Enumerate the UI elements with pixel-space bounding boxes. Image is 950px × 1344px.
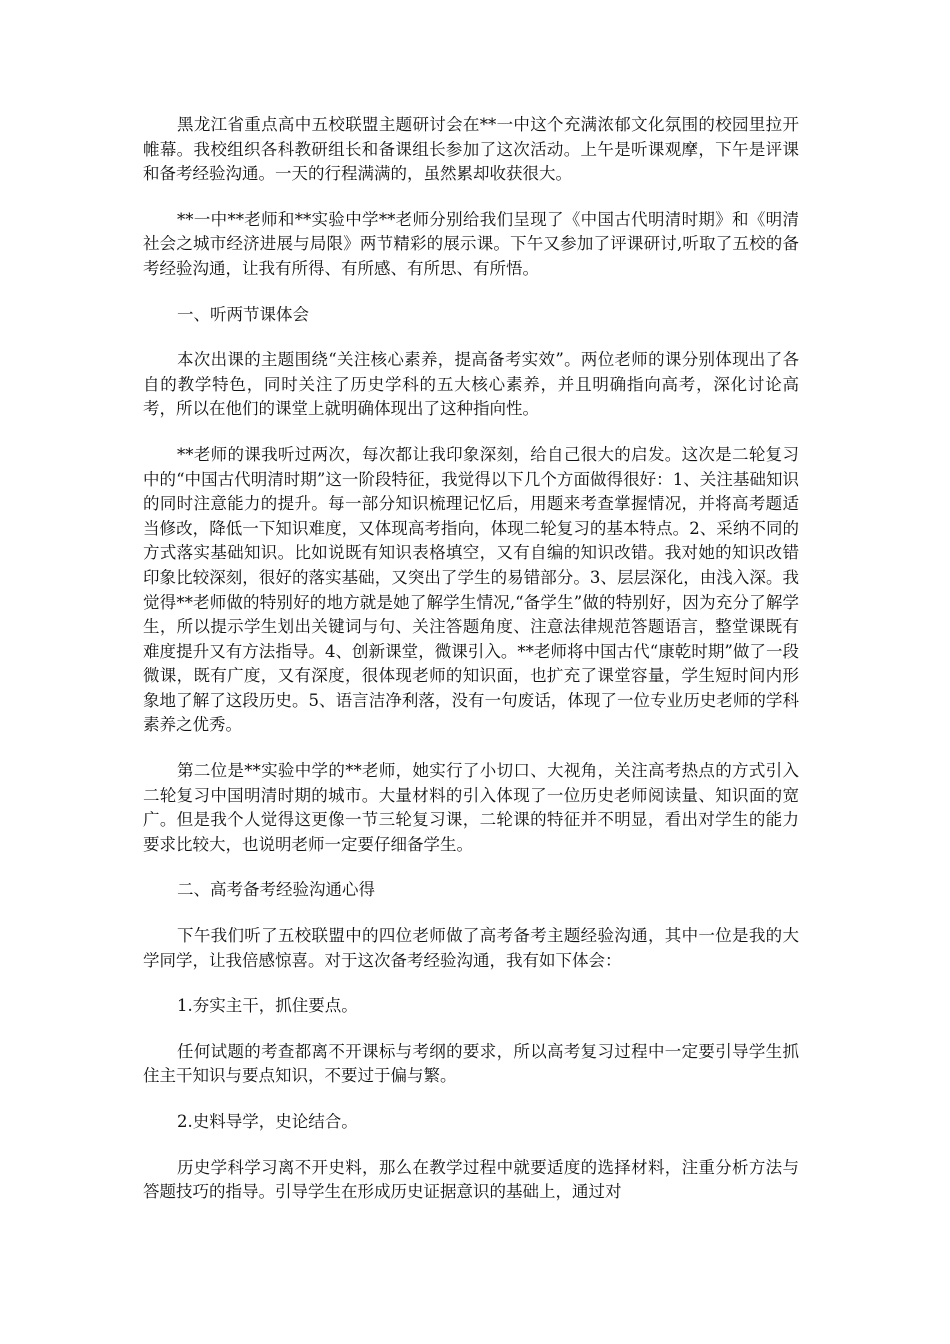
section-heading-1: 一、听两节课体会 [177, 304, 309, 324]
paragraph-exchange-intro: 下午我们听了五校联盟中的四位老师做了高考备考主题经验沟通，其中一位是我的大学同学，让我倍感惊喜。对于这次备考经验沟通，我有如下体会： [143, 926, 799, 970]
paragraph-point-1: 任何试题的考查都离不开课标与考纲的要求，所以高考复习过程中一定要引导学生抓住主干知识与要点知识，不要过于偏与繁。 [143, 1041, 799, 1086]
subheading-point-1: 1.夯实主干，抓住要点。 [177, 996, 358, 1016]
document-body [143, 113, 799, 1226]
paragraph-intro: 黑龙江省重点高中五校联盟主题研讨会在**一中这个充满浓郁文化氛围的校园里拉开帷幕。我校组织各科教研组长和备课组长参加了这次活动。上午是听课观摩，下午是评课和备考经验沟通。一天的行程满满的，虽然累却收获很大。 [143, 115, 799, 184]
paragraph-second-teacher: 第二位是**实验中学的**老师，她实行了小切口、大视角，关注高考热点的方式引入二轮复习中国明清时期的城市。大量材料的引入体现了一位历史老师阅读量、知识面的宽广。但是我个人觉得这更像一节三轮复习课，二轮课的特征并不明显，看出对学生的能力要求比较大，也说明老师一定要仔细备学生。 [143, 761, 799, 854]
paragraph-point-2: 历史学科学习离不开史料，那么在教学过程中就要适度的选择材料，注重分析方法与答题技巧的指导。引导学生在形成历史证据意识的基础上，通过对 [143, 1157, 799, 1202]
paragraph-lesson-theme: 本次出课的主题围绕“关注核心素养，提高备考实效”。两位老师的课分别体现出了各自的教学特色，同时关注了历史学科的五大核心素养，并且明确指向高考，深化讨论高考，所以在他们的课堂上就明确体现出了这种指向性。 [143, 350, 799, 419]
paragraph-demo-lessons: **一中**老师和**实验中学**老师分别给我们呈现了《中国古代明清时期》和《明清社会之城市经济进展与局限》两节精彩的展示课。下午又参加了评课研讨,听取了五校的备考经验沟通，让我有所得、有所感、有所思、有所悟。 [143, 209, 799, 278]
subheading-point-2: 2.史料导学，史论结合。 [177, 1112, 358, 1131]
paragraph-first-teacher: **老师的课我听过两次，每次都让我印象深刻，给自己很大的启发。这次是二轮复习中的“中国古代明清时期”这一阶段特征，我觉得以下几个方面做得很好：1、关注基础知识的同时注意能力的提升。每一部分知识梳理记忆后，用题来考查掌握情况，并将高考题适当修改，降低一下知识难度，又体现高考指向，体现二轮复习的基本特点。2、采纳不同的方式落实基础知识。比如说既有知识表格填空，又有自编的知识改错。我对她的知识改错印象比较深刻，很好的落实基础，又突出了学生的易错部分。3、层层深化，由浅入深。我觉得**老师做的特别好的地方就是她了解学生情况,“备学生”做的特别好，因为充分了解学生，所以提示学生划出关键词与句、关注答题角度、注意法律规范答题语言，整堂课既有难度提升又有方法指导。4、创新课堂，微课引入。**老师将中国古代“康乾时期”做了一段微课，既有广度，又有深度，很体现老师的知识面，也扩充了课堂容量，学生短时间内形象地了解了这段历史。5、语言洁净利落，没有一句废话，体现了一位专业历史老师的学科素养之优秀。 [143, 444, 799, 735]
section-heading-2: 二、高考备考经验沟通心得 [177, 880, 375, 900]
